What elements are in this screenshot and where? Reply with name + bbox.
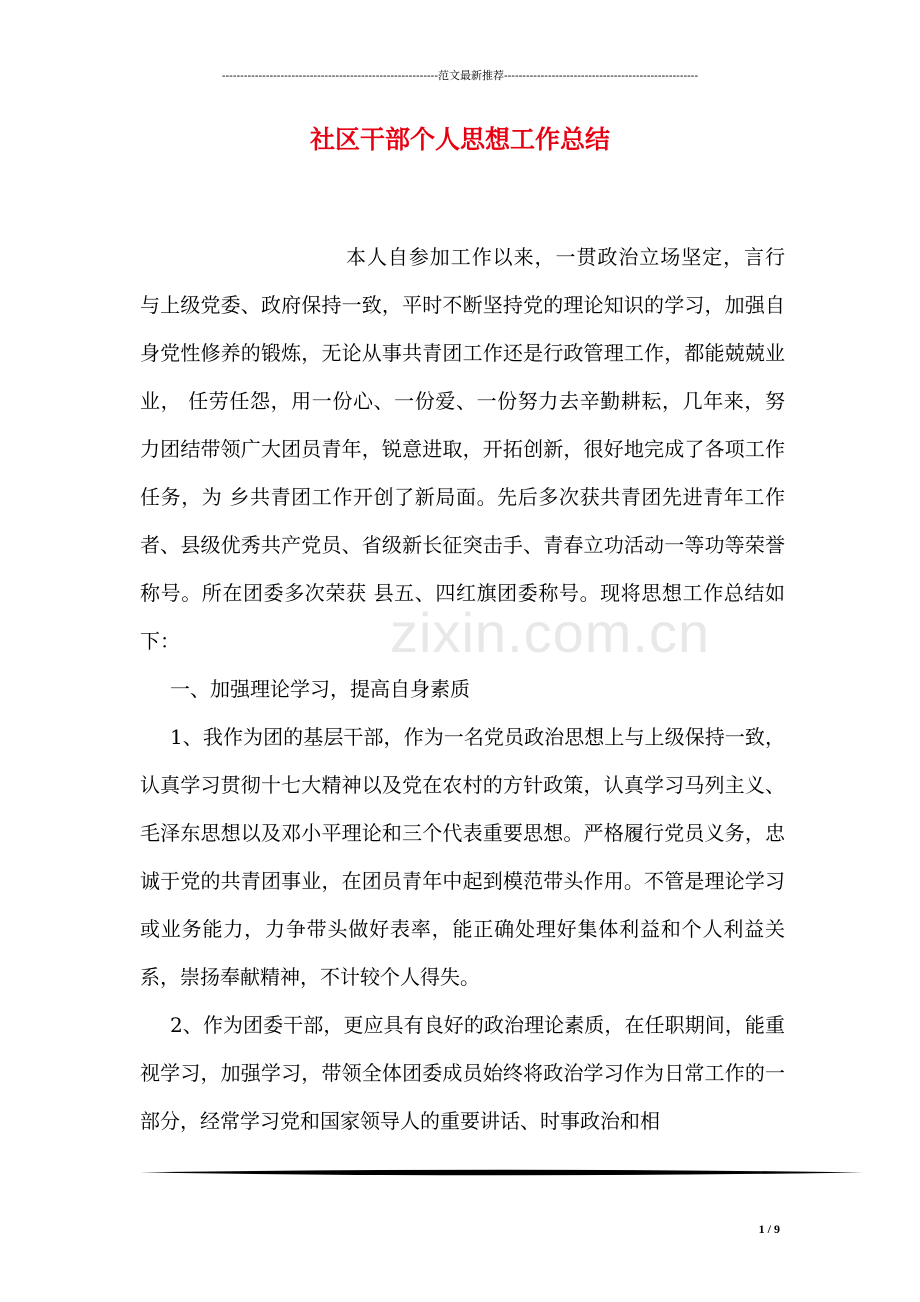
footer-divider xyxy=(140,1168,863,1177)
header-label: 范文最新推荐 xyxy=(437,70,504,82)
page-header xyxy=(140,68,780,84)
document-body xyxy=(140,233,785,1145)
watermark: zixin.com.cn xyxy=(390,601,711,664)
header-dashes-right: ----------------------------------------------------- xyxy=(503,70,699,82)
document-title: 社区干部个人思想工作总结 xyxy=(309,125,610,154)
paragraph-item-1: 1、我作为团的基层干部，作为一名党员政治思想上与上级保持一致，认真学习贯彻十七大精神以及党在农村的方针政策，认真学习马列主义、毛泽东思想以及邓小平理论和三个代表重要思想。严格履行党员义务，忠诚于党的共青团事业，在团员青年中起到模范带头作用。不管是理论学习或业务能力，力争带头做好表率，能正确处理好集体利益和个人利益关系，崇扬奉献精神，不计较个人得失。 xyxy=(140,725,785,989)
page-number: 1 / 9 xyxy=(758,1222,780,1236)
header-dashes-left: ----------------------------------------------------------- xyxy=(221,70,438,82)
paragraph-item-2: 2、作为团委干部，更应具有良好的政治理论素质，在任职期间，能重视学习，加强学习，带领全体团委成员始终将政治学习作为日常工作的一部分，经常学习党和国家领导人的重要讲话、时事政治和相 xyxy=(140,1013,785,1133)
section-heading-1: 一、加强理论学习，提高自身素质 xyxy=(170,677,470,701)
paragraph-intro: 本人自参加工作以来，一贯政治立场坚定，言行与上级党委、政府保持一致，平时不断坚持党的理论知识的学习，加强自身党性修养的锻炼，无论从事共青团工作还是行政管理工作，都能兢兢业业， 任劳任怨，用一份心、一份爱、一份努力去辛勤耕耘，几年来，努力团结带领广大团员青年，锐意进取，开拓创新，很好地完成了各项工作任务，为 乡共青团工作开创了新局面。先后多次获共青团先进青年工作者、县级优秀共产党员、省级新长征突击手、青春立功活动一等功等荣誉称号。所在团委多次荣获 县五、四红旗团委称号。现将思想工作总结如下： xyxy=(140,245,785,653)
